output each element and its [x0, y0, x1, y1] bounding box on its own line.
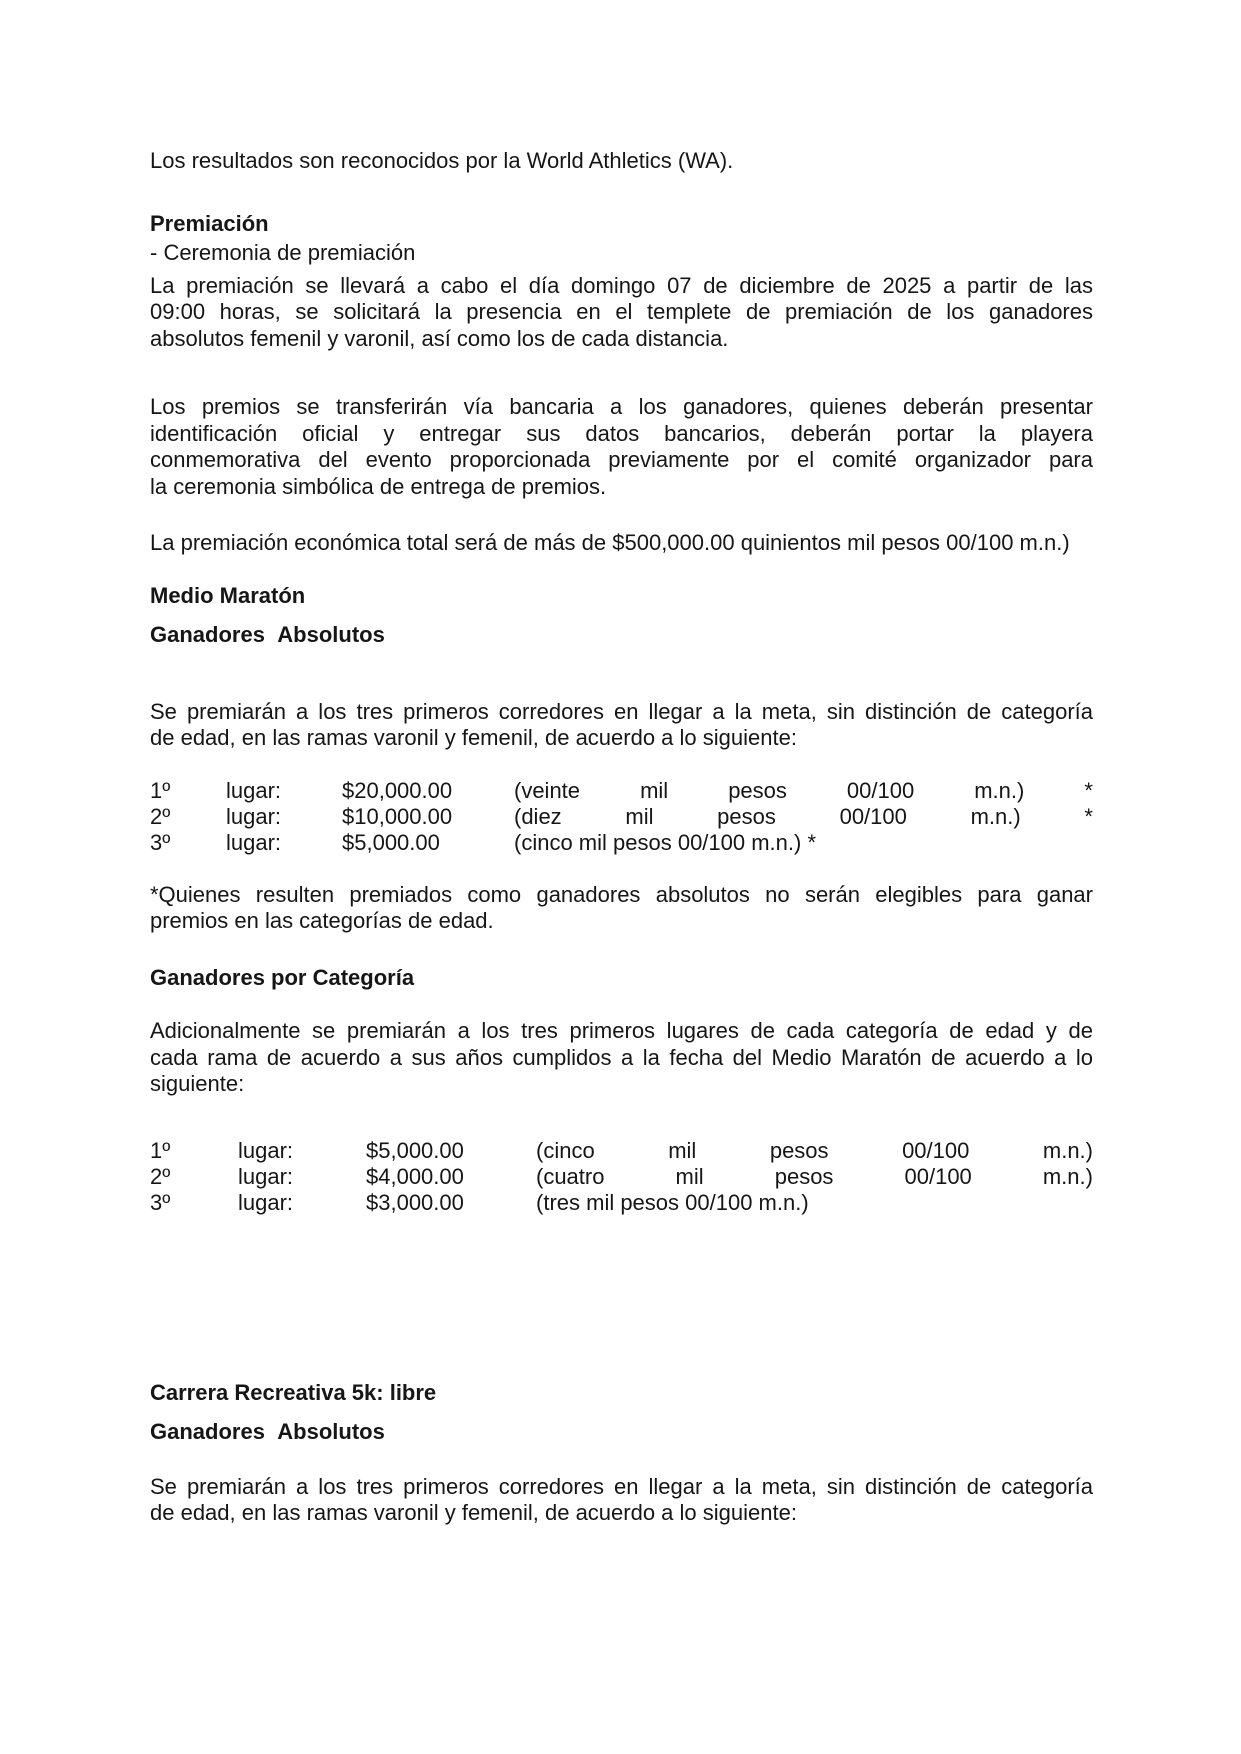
prize-place: 3º	[150, 829, 171, 855]
prize-label: lugar:	[238, 1137, 294, 1163]
absolutos-footnote	[150, 882, 1093, 935]
prize-label: lugar:	[226, 829, 282, 855]
prize-description	[536, 1164, 1093, 1190]
paragraph-line: *Quienes resulten premiados como ganadores absolutos no serán elegibles para ganar	[150, 881, 1093, 907]
desc-word: pesos	[769, 1137, 829, 1163]
prize-row	[150, 1190, 1093, 1216]
prize-amount: $5,000.00	[342, 829, 440, 855]
transfer-paragraph	[150, 394, 1093, 500]
paragraph-line: 09:00 horas, se solicitará la presencia en el templete de premiación de los ganadores	[150, 299, 1093, 324]
total-prize-line: La premiación económica total será de más de $500,000.00 quinientos mil pesos 00/100 m.n.)	[150, 530, 1070, 555]
medio-maraton-title: Medio Maratón	[150, 582, 306, 608]
paragraph-line: absolutos femenil y varonil, así como los de cada distancia.	[150, 325, 729, 351]
desc-word: 00/100	[904, 1163, 972, 1189]
desc-word: 00/100	[902, 1137, 970, 1163]
paragraph-line: identificación oficial y entregar sus datos bancarios, deberán portar la playera	[150, 420, 1093, 446]
carrera-5k-title: Carrera Recreativa 5k: libre	[150, 1379, 437, 1405]
prize-place: 1º	[150, 777, 171, 803]
categoria-intro-paragraph	[150, 1018, 1093, 1098]
desc-word: 00/100	[839, 803, 907, 829]
paragraph-line: La premiación se llevará a cabo el día domingo 07 de diciembre de 2025 a partir de las	[150, 272, 1093, 298]
paragraph-line: de edad, en las ramas varonil y femenil, de acuerdo a lo siguiente:	[150, 725, 797, 750]
desc-word: pesos	[774, 1163, 834, 1189]
intro-line: Los resultados son reconocidos por la World Athletics (WA).	[150, 148, 734, 173]
prize-description	[536, 1138, 1093, 1164]
prize-description	[514, 804, 1093, 830]
prize-place: 3º	[150, 1189, 171, 1215]
desc-word: 00/100	[846, 777, 915, 803]
prize-table-categoria	[150, 1138, 1093, 1216]
prize-row	[150, 778, 1093, 804]
prize-row	[150, 1164, 1093, 1190]
paragraph-line: conmemorativa del evento proporcionada previamente por el comité organizador para	[150, 447, 1093, 472]
desc-word: (cinco	[536, 1137, 595, 1163]
paragraph-line: Los premios se transferirán vía bancaria a los ganadores, quienes deberán presentar	[150, 394, 1093, 419]
premiacion-title: Premiación	[150, 210, 269, 236]
prize-place: 2º	[150, 803, 171, 829]
prize-row	[150, 1138, 1093, 1164]
desc-word: mil	[640, 777, 669, 803]
ceremonia-label: - Ceremonia de premiación	[150, 240, 416, 265]
carrera-ganadores-absolutos-title: Ganadores Absolutos	[150, 1419, 385, 1444]
desc-word: mil	[675, 1163, 704, 1189]
prize-amount: $3,000.00	[366, 1189, 464, 1215]
paragraph-line: Se premiarán a los tres primeros corredores en llegar a la meta, sin distinción de categoría	[150, 1473, 1093, 1499]
prize-label: lugar:	[238, 1189, 294, 1215]
prize-amount: $10,000.00	[342, 803, 453, 829]
paragraph-line: siguiente:	[150, 1071, 245, 1096]
desc-word: m.n.)	[1042, 1137, 1093, 1163]
paragraph-line: la ceremonia simbólica de entrega de premios.	[150, 473, 607, 499]
prize-description: (tres mil pesos 00/100 m.n.)	[536, 1189, 809, 1215]
ganadores-categoria-title: Ganadores por Categoría	[150, 964, 415, 990]
prize-description: (cinco mil pesos 00/100 m.n.) *	[514, 829, 817, 855]
desc-word: *	[1084, 777, 1093, 803]
prize-label: lugar:	[238, 1163, 294, 1189]
paragraph-line: Adicionalmente se premiarán a los tres primeros lugares de cada categoría de edad y de	[150, 1018, 1093, 1043]
desc-word: mil	[625, 803, 654, 829]
prize-place: 1º	[150, 1137, 171, 1163]
document-content	[150, 148, 1093, 1527]
ceremonia-paragraph	[150, 273, 1093, 353]
paragraph-line: premios en las categorías de edad.	[150, 908, 494, 933]
paragraph-line: de edad, en las ramas varonil y femenil, de acuerdo a lo siguiente:	[150, 1500, 797, 1525]
paragraph-line: Se premiarán a los tres primeros corredores en llegar a la meta, sin distinción de categoría	[150, 698, 1093, 724]
ganadores-absolutos-title: Ganadores Absolutos	[150, 622, 385, 647]
desc-word: mil	[668, 1137, 697, 1163]
desc-word: *	[1084, 803, 1093, 829]
paragraph-line: cada rama de acuerdo a sus años cumplidos a la fecha del Medio Maratón de acuerdo a lo	[150, 1044, 1093, 1070]
prize-amount: $4,000.00	[366, 1163, 464, 1189]
prize-table-medio-absolutos	[150, 778, 1093, 856]
prize-amount: $20,000.00	[342, 777, 453, 803]
prize-place: 2º	[150, 1163, 171, 1189]
carrera-intro-paragraph	[150, 1474, 1093, 1527]
prize-label: lugar:	[226, 803, 282, 829]
prize-amount: $5,000.00	[366, 1137, 464, 1163]
desc-word: (diez	[514, 803, 562, 829]
desc-word: pesos	[717, 803, 776, 829]
absolutos-intro-paragraph	[150, 699, 1093, 752]
desc-word: (cuatro	[536, 1163, 605, 1189]
prize-row	[150, 804, 1093, 830]
desc-word: m.n.)	[1042, 1163, 1093, 1189]
desc-word: m.n.)	[974, 777, 1025, 803]
prize-row	[150, 830, 1093, 856]
prize-label: lugar:	[226, 777, 282, 803]
desc-word: (veinte	[514, 777, 581, 803]
prize-description	[514, 778, 1093, 804]
desc-word: m.n.)	[970, 803, 1021, 829]
desc-word: pesos	[728, 777, 787, 803]
